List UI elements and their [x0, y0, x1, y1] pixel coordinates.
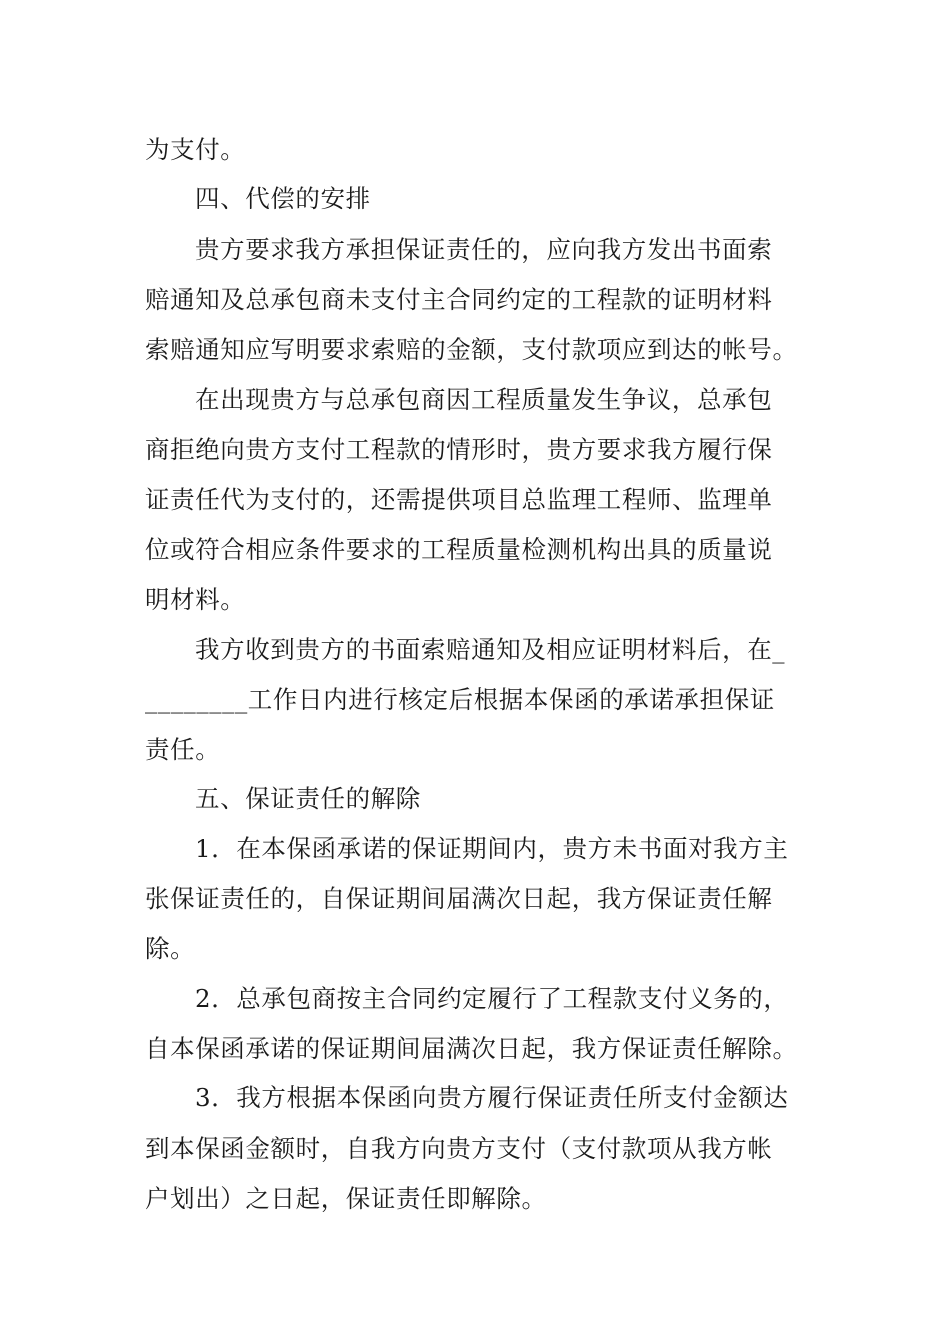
- section-heading: 四、代偿的安排: [195, 184, 371, 213]
- text-line: 除。: [145, 934, 196, 963]
- text-line: 商拒绝向贵方支付工程款的情形时，贵方要求我方履行保: [145, 435, 773, 464]
- section-heading: 五、保证责任的解除: [195, 784, 421, 813]
- paragraph-line: 贵方要求我方承担保证责任的，应向我方发出书面索: [195, 235, 773, 264]
- text-line: 到本保函金额时，自我方向贵方支付（支付款项从我方帐: [145, 1134, 773, 1163]
- text-line: 赔通知及总承包商未支付主合同约定的工程款的证明材料: [145, 285, 773, 314]
- text-line: 证责任代为支付的，还需提供项目总监理工程师、监理单: [145, 485, 773, 514]
- paragraph-line: 3．我方根据本保函向贵方履行保证责任所支付金额达: [195, 1083, 789, 1112]
- paragraph-line: 在出现贵方与总承包商因工程质量发生争议，总承包: [195, 385, 773, 414]
- text-line: 自本保函承诺的保证期间届满次日起，我方保证责任解除。: [145, 1034, 798, 1063]
- text-line: 明材料。: [145, 585, 246, 614]
- paragraph-line: 我方收到贵方的书面索赔通知及相应证明材料后，在_: [195, 635, 786, 664]
- text-line: 位或符合相应条件要求的工程质量检测机构出具的质量说: [145, 535, 773, 564]
- text-line: 张保证责任的，自保证期间届满次日起，我方保证责任解: [145, 884, 773, 913]
- text-line: 为支付。: [145, 135, 246, 164]
- text-line: 索赔通知应写明要求索赔的金额，支付款项应到达的帐号。: [145, 335, 798, 364]
- paragraph-line: 2．总承包商按主合同约定履行了工程款支付义务的，: [195, 984, 789, 1013]
- text-line: 责任。: [145, 735, 221, 764]
- paragraph-line: 1．在本保函承诺的保证期间内，贵方未书面对我方主: [195, 834, 789, 863]
- text-line: ________工作日内进行核定后根据本保函的承诺承担保证: [145, 685, 775, 714]
- text-line: 户划出）之日起，保证责任即解除。: [145, 1184, 547, 1213]
